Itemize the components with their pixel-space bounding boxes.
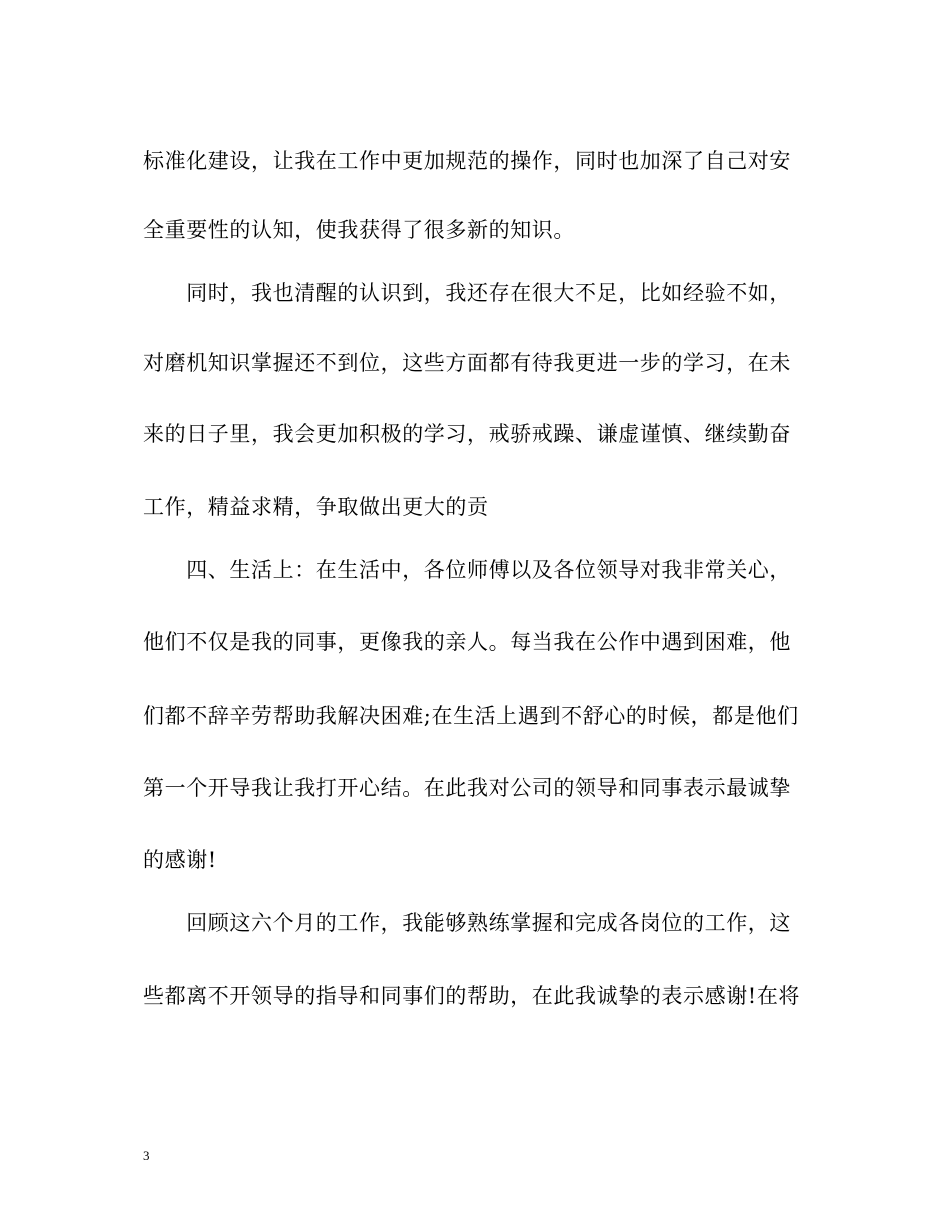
text-line: 对磨机知识掌握还不到位，这些方面都有待我更进一步的学习，在未 — [143, 351, 791, 375]
text-line: 他们不仅是我的同事，更像我的亲人。每当我在公作中遇到困难，他 — [143, 630, 791, 654]
text-line: 们都不辞辛劳帮助我解决困难;在生活上遇到不舒心的时候，都是他们 — [143, 704, 799, 728]
text-line: 四、生活上：在生活中，各位师傅以及各位领导对我非常关心， — [143, 558, 791, 582]
text-line: 的感谢! — [143, 848, 217, 872]
text-line: 第一个开导我让我打开心结。在此我对公司的领导和同事表示最诚挚 — [143, 776, 791, 800]
text-line: 工作，精益求精，争取做出更大的贡 — [143, 495, 489, 519]
text-line: 标准化建设，让我在工作中更加规范的操作，同时也加深了自己对安 — [143, 149, 791, 173]
text-line: 些都离不开领导的指导和同事们的帮助，在此我诚挚的表示感谢!在将 — [143, 984, 801, 1008]
text-line: 同时，我也清醒的认识到，我还存在很大不足，比如经验不如， — [143, 281, 791, 305]
page-number: 3 — [143, 1148, 150, 1163]
text-line: 全重要性的认知，使我获得了很多新的知识。 — [143, 218, 575, 242]
text-line: 回顾这六个月的工作，我能够熟练掌握和完成各岗位的工作，这 — [143, 911, 791, 935]
text-line: 来的日子里，我会更加积极的学习，戒骄戒躁、谦虚谨慎、继续勤奋 — [143, 422, 791, 446]
